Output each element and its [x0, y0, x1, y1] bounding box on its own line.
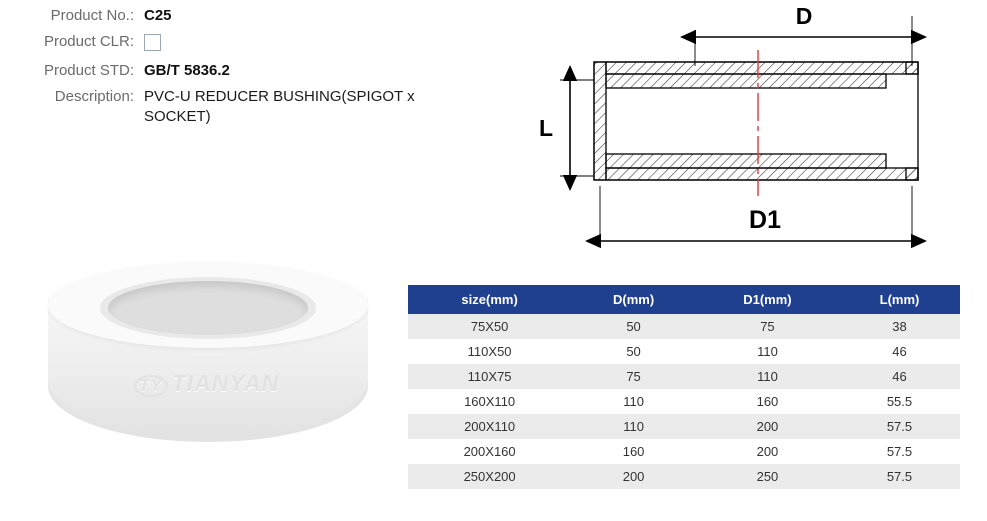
cell-l: 38: [892, 319, 907, 334]
table-row: [408, 414, 960, 439]
cell-l: 57.5: [886, 469, 913, 484]
col-header-d: D(mm): [571, 285, 696, 314]
product-clr-value: [144, 32, 161, 57]
product-photo: [38, 250, 378, 465]
cell-d: 160: [622, 444, 645, 459]
cell-d: 110: [623, 394, 644, 409]
table-row: [408, 339, 960, 364]
size-table-body: [408, 314, 960, 489]
col-header-d1: D1(mm): [696, 285, 839, 314]
section-body: [594, 62, 918, 180]
product-clr-row: [18, 32, 498, 57]
cell-l: 46: [892, 369, 907, 384]
cell-d1: 160: [756, 394, 779, 409]
technical-drawing-svg: [520, 0, 980, 265]
cell-size: 250X200: [463, 469, 516, 484]
product-no-value: C25: [144, 7, 172, 24]
size-table: [408, 285, 960, 489]
table-row: [408, 364, 960, 389]
product-std-row: [18, 61, 498, 83]
cell-d1: 250: [756, 469, 779, 484]
product-no-row: [18, 6, 498, 28]
technical-drawing: [520, 0, 980, 265]
cell-size: 200X160: [463, 444, 516, 459]
cell-d1: 200: [756, 444, 779, 459]
brand-mark-icon: TY: [134, 375, 168, 397]
cell-size: 110X75: [467, 369, 512, 384]
product-description-value: PVC-U REDUCER BUSHING(SPIGOT x SOCKET): [144, 88, 415, 125]
cell-size: 75X50: [470, 319, 509, 334]
table-header-row: [408, 285, 960, 314]
dimension-label-d1: D1: [749, 206, 781, 234]
cell-size: 110X50: [467, 344, 512, 359]
cell-l: 55.5: [886, 394, 913, 409]
dimension-label-l: L: [538, 115, 554, 141]
cell-d: 200: [622, 469, 645, 484]
table-row: [408, 464, 960, 489]
dimension-label-d: D: [795, 3, 813, 29]
table-row: [408, 439, 960, 464]
table-row: [408, 389, 960, 414]
product-std-value: GB/T 5836.2: [144, 62, 230, 79]
col-header-l: L(mm): [839, 285, 960, 314]
cell-d1: 110: [757, 344, 778, 359]
cell-l: 57.5: [886, 419, 913, 434]
bushing-bore-inner: [108, 281, 308, 335]
cell-d1: 75: [760, 319, 775, 334]
col-header-size: size(mm): [408, 285, 571, 314]
product-no-label: Product No.:: [50, 7, 134, 24]
color-swatch: [144, 34, 161, 51]
product-clr-label: Product CLR:: [43, 33, 134, 50]
cell-l: 46: [892, 344, 907, 359]
product-info-block: [18, 6, 498, 131]
cell-d: 50: [626, 319, 641, 334]
brand-watermark-text: TIANYAN: [171, 370, 280, 396]
cell-size: 200X110: [464, 419, 516, 434]
product-description-label: Description:: [54, 88, 134, 105]
brand-watermark: [134, 370, 279, 397]
product-description-row: [18, 87, 498, 127]
cell-d: 110: [623, 419, 644, 434]
cell-l: 57.5: [886, 444, 913, 459]
cell-d1: 110: [757, 369, 778, 384]
size-table-head: [408, 285, 960, 314]
product-std-label: Product STD:: [43, 62, 134, 79]
cell-d: 75: [626, 369, 641, 384]
cell-d: 50: [626, 344, 641, 359]
table-row: [408, 314, 960, 339]
cell-size: 160X110: [464, 394, 516, 409]
cell-d1: 200: [756, 419, 779, 434]
